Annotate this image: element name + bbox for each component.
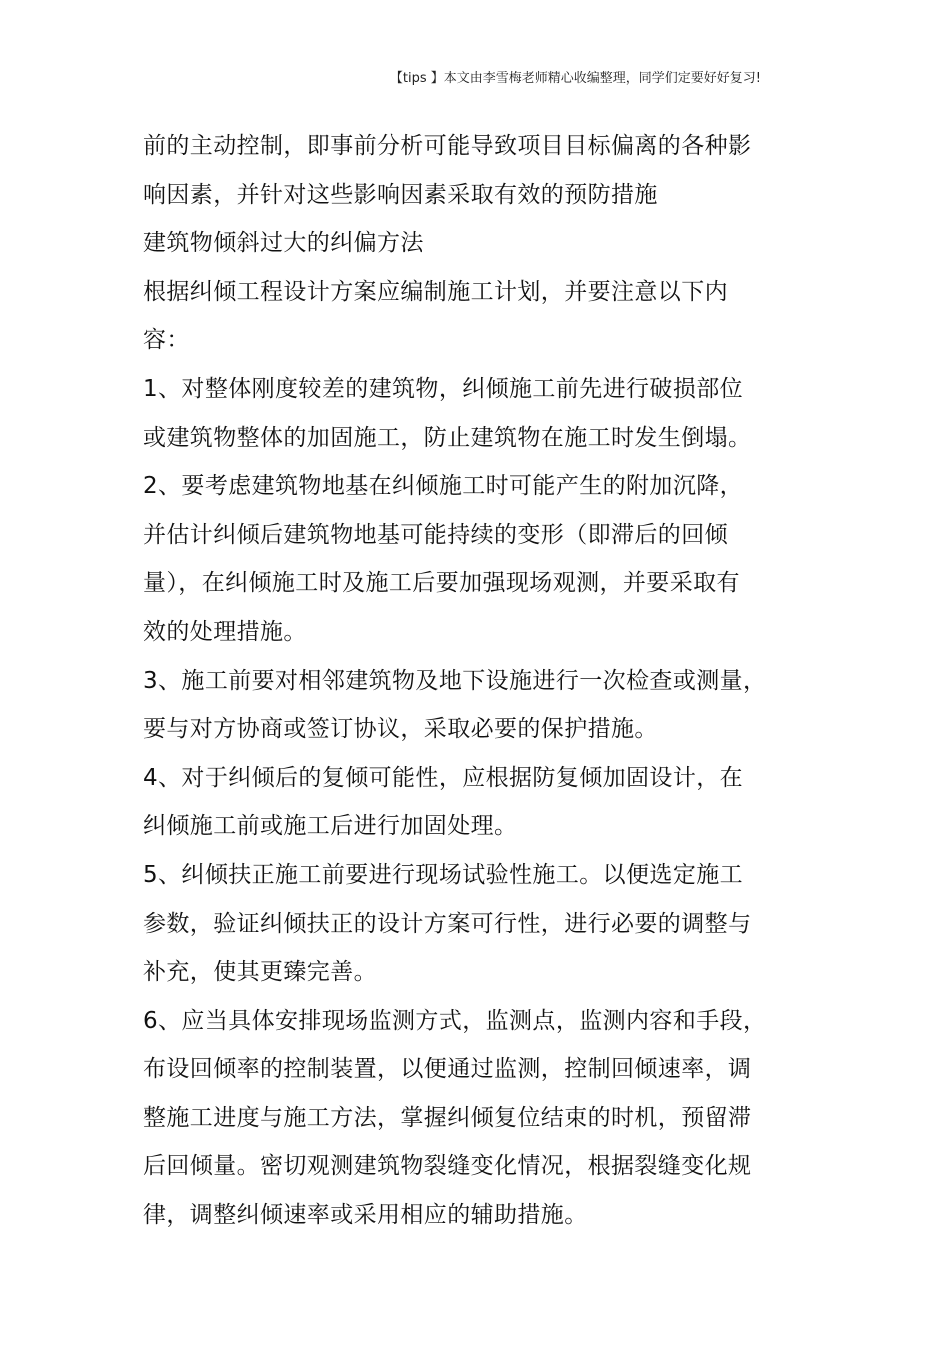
list-item-6-line: 6、应当具体安排现场监测方式，监测点，监测内容和手段， [143, 1007, 767, 1034]
text-line: 响因素，并针对这些影响因素采取有效的预防措施 [143, 181, 658, 208]
list-item-1-line: 或建筑物整体的加固施工，防止建筑物在施工时发生倒塌。 [143, 424, 752, 451]
text-line: 根据纠倾工程设计方案应编制施工计划，并要注意以下内 [143, 278, 728, 305]
text-line: 前的主动控制，即事前分析可能导致项目目标偏离的各种影 [143, 133, 752, 159]
list-item-1-line: 1、对整体刚度较差的建筑物，纠倾施工前先进行破损部位 [143, 375, 744, 402]
document-body [143, 122, 767, 1240]
list-item-6-line: 整施工进度与施工方法，掌握纠倾复位结束的时机，预留滞 [143, 1104, 752, 1131]
header-tip-note: 【tips 】本文由李雪梅老师精心收编整理，同学们定要好好复习! [389, 71, 761, 86]
list-item-5-line: 参数，验证纠倾扶正的设计方案可行性，进行必要的调整与 [143, 910, 752, 937]
list-item-2-line: 2、要考虑建筑物地基在纠倾施工时可能产生的附加沉降， [143, 473, 744, 500]
list-item-3-line: 要与对方协商或签订协议，采取必要的保护措施。 [143, 716, 658, 743]
list-item-6-line: 布设回倾率的控制装置，以便通过监测，控制回倾速率，调 [143, 1056, 752, 1083]
list-item-2-line: 并估计纠倾后建筑物地基可能持续的变形（即滞后的回倾 [143, 521, 728, 548]
list-item-3-line: 3、施工前要对相邻建筑物及地下设施进行一次检查或测量， [143, 667, 767, 694]
list-item-4-line: 纠倾施工前或施工后进行加固处理。 [143, 813, 518, 840]
text-line: 容： [143, 327, 190, 354]
list-item-5-line: 补充，使其更臻完善。 [143, 959, 377, 986]
list-item-4-line: 4、对于纠倾后的复倾可能性，应根据防复倾加固设计，在 [143, 764, 744, 791]
list-item-2-line: 效的处理措施。 [143, 618, 307, 645]
section-heading: 建筑物倾斜过大的纠偏方法 [143, 230, 424, 257]
list-item-5-line: 5、纠倾扶正施工前要进行现场试验性施工。以便选定施工 [143, 861, 744, 888]
list-item-6-line: 律，调整纠倾速率或采用相应的辅助措施。 [143, 1202, 588, 1229]
list-item-2-line: 量），在纠倾施工时及施工后要加强现场观测，并要采取有 [143, 570, 740, 597]
list-item-6-line: 后回倾量。密切观测建筑物裂缝变化情况，根据裂缝变化规 [143, 1153, 752, 1180]
